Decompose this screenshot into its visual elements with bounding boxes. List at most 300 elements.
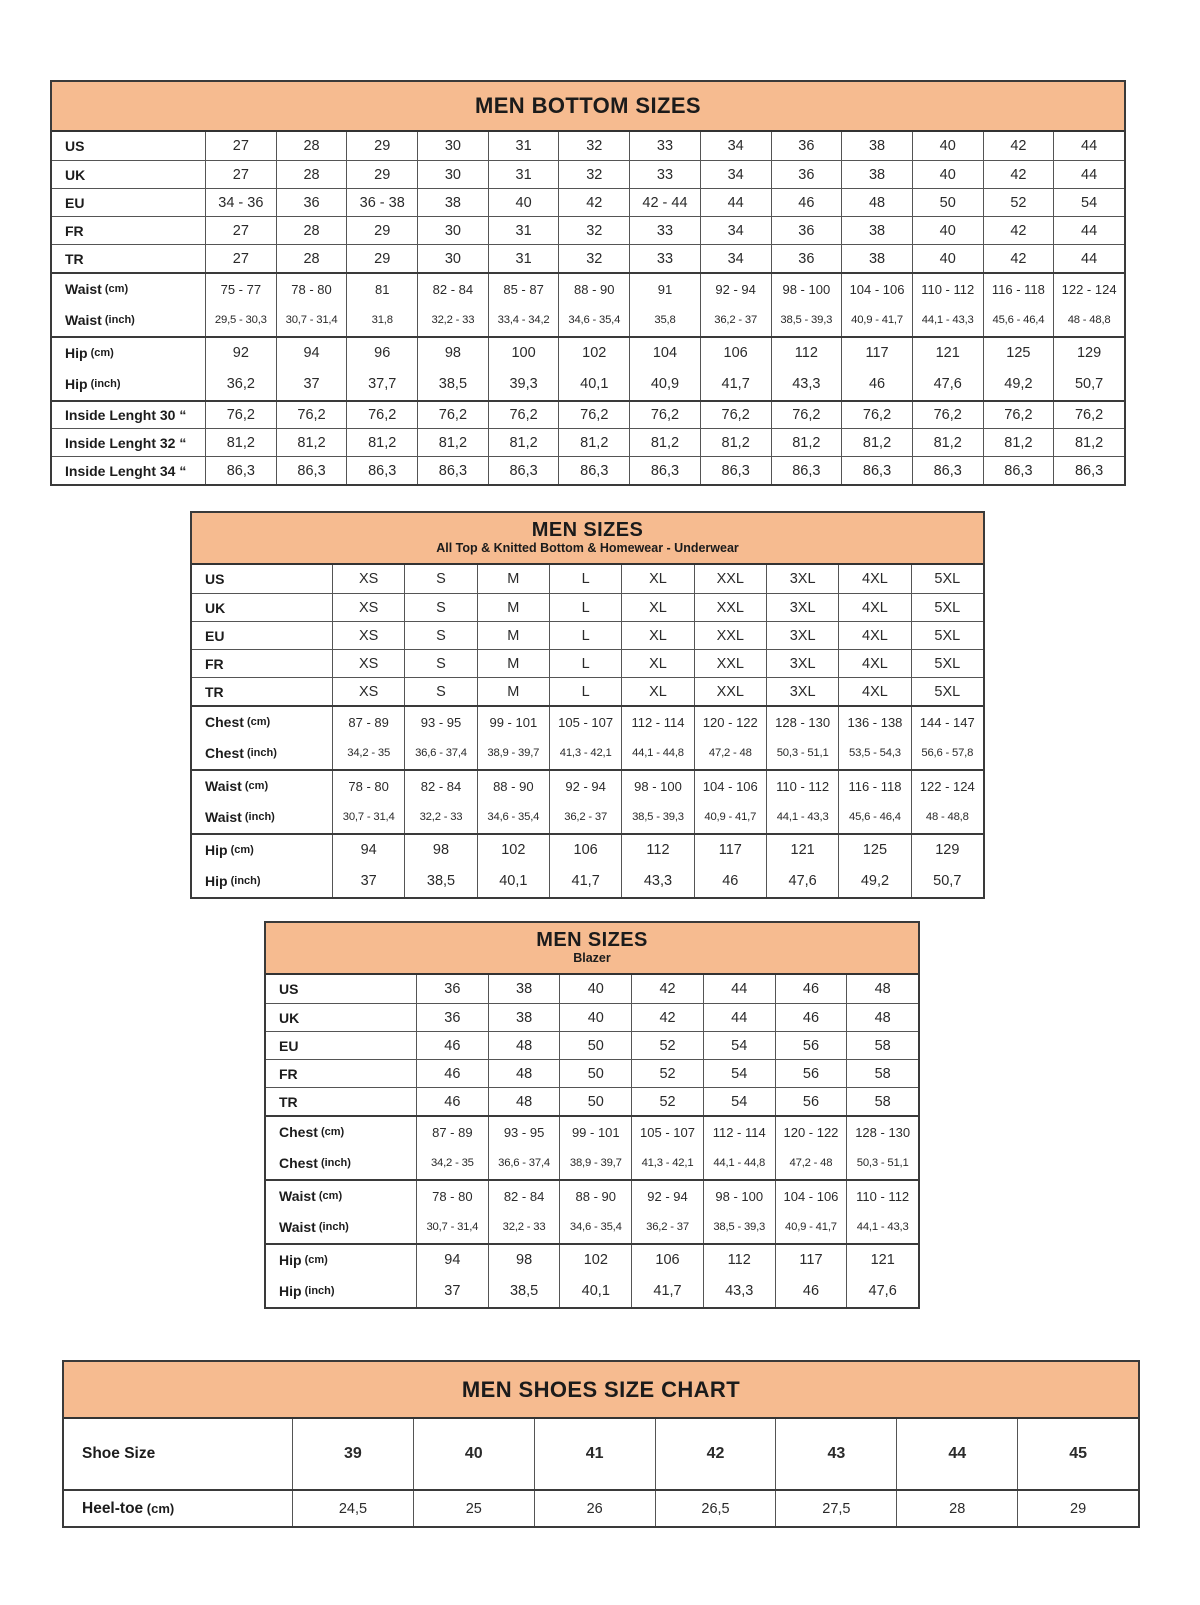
row-label xyxy=(192,622,332,649)
table-cell: 36,6 - 37,4 xyxy=(488,1147,560,1179)
table-cell: 27 xyxy=(205,132,276,160)
table-cell: 31,8 xyxy=(346,304,417,336)
table-cell: 42 xyxy=(558,189,629,216)
table-cell: 112 xyxy=(621,835,693,865)
table-cell: 81,2 xyxy=(841,429,912,456)
table-cell: 99 - 101 xyxy=(559,1117,631,1147)
table-cell: 40,9 - 41,7 xyxy=(841,304,912,336)
table-cell: 35,8 xyxy=(629,304,700,336)
table-row xyxy=(52,456,1124,484)
row-label xyxy=(266,1060,416,1087)
table-cell: 58 xyxy=(846,1060,918,1087)
men-sizes-top-header xyxy=(192,513,983,565)
table-cell: 3XL xyxy=(766,594,838,621)
table-cell: 33 xyxy=(629,161,700,188)
table-cell: 5XL xyxy=(911,594,983,621)
row-label-text: FR xyxy=(279,1065,298,1082)
row-label-unit: (inch) xyxy=(101,314,135,326)
table-cell: 43 xyxy=(775,1419,896,1489)
table-cell: 3XL xyxy=(766,565,838,593)
table-cell: 105 - 107 xyxy=(631,1117,703,1147)
table-cell: 86,3 xyxy=(346,457,417,484)
table-row xyxy=(192,677,983,705)
table-cell: 88 - 90 xyxy=(559,1181,631,1211)
table-cell: 33 xyxy=(629,132,700,160)
table-cell: 106 xyxy=(549,835,621,865)
table-row xyxy=(266,1147,918,1179)
row-label-text: Waist xyxy=(205,778,242,794)
table-cell: 125 xyxy=(983,338,1054,368)
table-cell: XXL xyxy=(694,650,766,677)
row-label-unit: (inch) xyxy=(87,378,121,390)
table-cell: 33 xyxy=(629,245,700,272)
table-cell: XXL xyxy=(694,594,766,621)
table-cell: 38,5 - 39,3 xyxy=(703,1211,775,1243)
table-cell: 52 xyxy=(983,189,1054,216)
row-label xyxy=(192,650,332,677)
table-cell: 76,2 xyxy=(983,402,1054,428)
table-cell: 27,5 xyxy=(775,1491,896,1526)
table-row xyxy=(192,865,983,897)
table-cell: L xyxy=(549,622,621,649)
table-cell: 106 xyxy=(631,1245,703,1275)
table-cell: 81,2 xyxy=(700,429,771,456)
row-label-text: Chest xyxy=(279,1124,318,1140)
table-cell: 85 - 87 xyxy=(488,274,559,304)
table-row xyxy=(52,132,1124,160)
row-label-unit: (inch) xyxy=(315,1221,349,1233)
table-cell: 42 - 44 xyxy=(629,189,700,216)
row-label-text: Chest xyxy=(205,745,244,761)
table-cell: XS xyxy=(332,565,404,593)
table-cell: 48 xyxy=(488,1032,560,1059)
table-cell: 52 xyxy=(631,1032,703,1059)
table-cell: 30,7 - 31,4 xyxy=(332,801,404,833)
row-label xyxy=(64,1491,292,1526)
row-label xyxy=(192,565,332,593)
men-sizes-blazer-table xyxy=(264,921,920,1309)
table-cell: 36 xyxy=(771,132,842,160)
table-cell: 25 xyxy=(413,1491,534,1526)
table-cell: 112 xyxy=(771,338,842,368)
table-cell: 76,2 xyxy=(700,402,771,428)
table-cell: 81,2 xyxy=(346,429,417,456)
table-cell: XS xyxy=(332,594,404,621)
table-cell: 50 xyxy=(559,1032,631,1059)
table-cell: M xyxy=(477,678,549,705)
row-label xyxy=(52,189,205,216)
table-cell: XXL xyxy=(694,678,766,705)
table-cell: 42 xyxy=(631,1004,703,1031)
table-cell: 40,9 xyxy=(629,368,700,400)
table-cell: 44,1 - 43,3 xyxy=(766,801,838,833)
table-cell: 81 xyxy=(346,274,417,304)
row-label xyxy=(192,771,332,801)
table-cell: 144 - 147 xyxy=(911,707,983,737)
table-cell: 48 xyxy=(846,1004,918,1031)
table-cell: 36 xyxy=(416,975,488,1003)
table-cell: 122 - 124 xyxy=(911,771,983,801)
table-cell: 28 xyxy=(276,245,347,272)
table-cell: 34,6 - 35,4 xyxy=(559,1211,631,1243)
row-label-unit: (cm) xyxy=(227,844,254,856)
table-cell: 112 - 114 xyxy=(703,1117,775,1147)
row-label xyxy=(52,368,205,400)
table-cell: 47,2 - 48 xyxy=(694,737,766,769)
table-cell: 86,3 xyxy=(558,457,629,484)
table-cell: 129 xyxy=(1053,338,1124,368)
row-label-text: Hip xyxy=(279,1252,302,1268)
table-body xyxy=(192,565,983,897)
table-cell: 48 xyxy=(488,1088,560,1115)
row-label xyxy=(52,161,205,188)
table-subtitle: All Top & Knitted Bottom & Homewear - Underwear xyxy=(436,541,739,556)
table-cell: 128 - 130 xyxy=(846,1117,918,1147)
table-cell: 86,3 xyxy=(841,457,912,484)
table-cell: 110 - 112 xyxy=(846,1181,918,1211)
table-row xyxy=(192,593,983,621)
table-cell: 94 xyxy=(332,835,404,865)
table-cell: 36 - 38 xyxy=(346,189,417,216)
table-row xyxy=(52,216,1124,244)
table-cell: 100 xyxy=(488,338,559,368)
row-label-unit: (inch) xyxy=(227,875,261,887)
table-cell: 125 xyxy=(838,835,910,865)
table-cell: 50 xyxy=(559,1088,631,1115)
table-cell: 34 xyxy=(700,132,771,160)
table-cell: 41,3 - 42,1 xyxy=(549,737,621,769)
men-bottom-sizes-header xyxy=(52,82,1124,132)
table-cell: 42 xyxy=(983,217,1054,244)
table-cell: 39,3 xyxy=(488,368,559,400)
table-cell: 34 xyxy=(700,217,771,244)
table-cell: 44,1 - 44,8 xyxy=(621,737,693,769)
row-label-unit: (cm) xyxy=(143,1501,175,1516)
table-row xyxy=(192,621,983,649)
table-cell: 31 xyxy=(488,245,559,272)
table-cell: 4XL xyxy=(838,650,910,677)
row-label-text: Waist xyxy=(205,809,242,825)
row-label-text: Inside Lenght 30 “ xyxy=(65,407,187,423)
table-cell: 76,2 xyxy=(205,402,276,428)
table-cell: 99 - 101 xyxy=(477,707,549,737)
table-cell: 117 xyxy=(841,338,912,368)
table-cell: 38 xyxy=(841,245,912,272)
table-cell: 92 - 94 xyxy=(631,1181,703,1211)
row-label-text: UK xyxy=(279,1009,300,1026)
table-cell: 76,2 xyxy=(488,402,559,428)
table-cell: 81,2 xyxy=(417,429,488,456)
table-cell: S xyxy=(404,650,476,677)
table-cell: 42 xyxy=(983,132,1054,160)
table-cell: 5XL xyxy=(911,622,983,649)
table-cell: 86,3 xyxy=(417,457,488,484)
table-cell: 88 - 90 xyxy=(558,274,629,304)
table-cell: 31 xyxy=(488,132,559,160)
table-cell: 28 xyxy=(276,132,347,160)
table-cell: 38,5 - 39,3 xyxy=(621,801,693,833)
table-row xyxy=(266,1275,918,1307)
table-cell: 117 xyxy=(694,835,766,865)
table-cell: 96 xyxy=(346,338,417,368)
table-cell: 128 - 130 xyxy=(766,707,838,737)
table-cell: 46 xyxy=(841,368,912,400)
table-body xyxy=(52,132,1124,484)
table-cell: 30 xyxy=(417,245,488,272)
table-cell: 41 xyxy=(534,1419,655,1489)
table-cell: 46 xyxy=(775,975,847,1003)
table-row xyxy=(266,1059,918,1087)
table-cell: 117 xyxy=(775,1245,847,1275)
table-cell: 34,6 - 35,4 xyxy=(558,304,629,336)
table-cell: 112 xyxy=(703,1245,775,1275)
row-label xyxy=(266,975,416,1003)
table-cell: 40,9 - 41,7 xyxy=(694,801,766,833)
men-shoes-size-chart-header xyxy=(64,1362,1138,1419)
table-cell: 45,6 - 46,4 xyxy=(983,304,1054,336)
table-cell: 106 xyxy=(700,338,771,368)
table-cell: 36 xyxy=(771,217,842,244)
table-cell: 50 xyxy=(559,1060,631,1087)
table-title: MEN SIZES xyxy=(536,929,648,952)
row-label xyxy=(266,1181,416,1211)
table-cell: 48 - 48,8 xyxy=(911,801,983,833)
row-label-unit: (cm) xyxy=(301,1254,328,1266)
table-cell: 36 xyxy=(416,1004,488,1031)
table-cell: 44 xyxy=(896,1419,1017,1489)
table-cell: 5XL xyxy=(911,650,983,677)
table-cell: 52 xyxy=(631,1088,703,1115)
table-row xyxy=(266,1115,918,1147)
table-cell: 86,3 xyxy=(912,457,983,484)
table-cell: XS xyxy=(332,622,404,649)
table-cell: 104 - 106 xyxy=(694,771,766,801)
table-cell: 78 - 80 xyxy=(416,1181,488,1211)
table-body xyxy=(266,975,918,1307)
table-cell: 78 - 80 xyxy=(276,274,347,304)
row-label xyxy=(266,1245,416,1275)
table-cell: 33,4 - 34,2 xyxy=(488,304,559,336)
row-label-text: EU xyxy=(205,627,225,644)
table-cell: 47,2 - 48 xyxy=(775,1147,847,1179)
table-cell: 28 xyxy=(276,161,347,188)
row-label xyxy=(52,217,205,244)
table-cell: 82 - 84 xyxy=(404,771,476,801)
table-cell: 102 xyxy=(558,338,629,368)
table-cell: 81,2 xyxy=(276,429,347,456)
table-cell: 27 xyxy=(205,161,276,188)
row-label xyxy=(266,1088,416,1115)
row-label-text: Chest xyxy=(205,714,244,730)
table-cell: 34 xyxy=(700,245,771,272)
table-cell: XL xyxy=(621,678,693,705)
table-cell: 42 xyxy=(983,245,1054,272)
table-cell: 86,3 xyxy=(488,457,559,484)
table-cell: 38,9 - 39,7 xyxy=(477,737,549,769)
table-cell: 44 xyxy=(1053,217,1124,244)
row-label-unit: (cm) xyxy=(317,1126,345,1138)
table-cell: 30,7 - 31,4 xyxy=(416,1211,488,1243)
table-cell: 29,5 - 30,3 xyxy=(205,304,276,336)
table-cell: 46 xyxy=(775,1275,847,1307)
table-cell: 4XL xyxy=(838,678,910,705)
table-row xyxy=(266,1031,918,1059)
table-cell: 32 xyxy=(558,161,629,188)
table-cell: 129 xyxy=(911,835,983,865)
table-cell: 44,1 - 43,3 xyxy=(912,304,983,336)
men-bottom-sizes-table xyxy=(50,80,1126,486)
row-label xyxy=(266,1004,416,1031)
men-sizes-top-table xyxy=(190,511,985,899)
table-cell: 40 xyxy=(912,245,983,272)
table-cell: S xyxy=(404,565,476,593)
table-row xyxy=(64,1489,1138,1526)
table-cell: 34 xyxy=(700,161,771,188)
row-label xyxy=(52,457,205,484)
table-cell: 54 xyxy=(703,1060,775,1087)
table-cell: 46 xyxy=(775,1004,847,1031)
table-cell: 50,7 xyxy=(911,865,983,897)
table-cell: 3XL xyxy=(766,650,838,677)
table-title: MEN SHOES SIZE CHART xyxy=(461,1376,741,1402)
table-cell: 86,3 xyxy=(983,457,1054,484)
table-cell: 56 xyxy=(775,1060,847,1087)
table-cell: 31 xyxy=(488,161,559,188)
table-cell: 49,2 xyxy=(983,368,1054,400)
table-cell: L xyxy=(549,594,621,621)
table-cell: 44,1 - 44,8 xyxy=(703,1147,775,1179)
table-cell: 44 xyxy=(703,1004,775,1031)
table-cell: 34,6 - 35,4 xyxy=(477,801,549,833)
table-cell: 46 xyxy=(694,865,766,897)
table-cell: 75 - 77 xyxy=(205,274,276,304)
table-cell: 46 xyxy=(416,1032,488,1059)
table-cell: 26 xyxy=(534,1491,655,1526)
table-cell: 38 xyxy=(488,975,560,1003)
table-cell: 3XL xyxy=(766,678,838,705)
table-cell: 76,2 xyxy=(841,402,912,428)
table-cell: XL xyxy=(621,650,693,677)
row-label xyxy=(52,304,205,336)
table-cell: 27 xyxy=(205,245,276,272)
table-row xyxy=(266,1179,918,1211)
table-cell: 104 - 106 xyxy=(841,274,912,304)
table-cell: 27 xyxy=(205,217,276,244)
table-cell: 36 xyxy=(771,245,842,272)
table-cell: 38 xyxy=(841,217,912,244)
row-label-text: TR xyxy=(279,1093,298,1110)
table-cell: 29 xyxy=(346,161,417,188)
table-row xyxy=(52,368,1124,400)
table-cell: L xyxy=(549,678,621,705)
table-cell: 56 xyxy=(775,1032,847,1059)
table-cell: 78 - 80 xyxy=(332,771,404,801)
table-cell: 36 xyxy=(771,161,842,188)
row-label xyxy=(266,1211,416,1243)
table-cell: 56,6 - 57,8 xyxy=(911,737,983,769)
row-label-text: US xyxy=(279,981,299,997)
table-cell: 41,7 xyxy=(700,368,771,400)
table-cell: 50,3 - 51,1 xyxy=(846,1147,918,1179)
row-label-text: Shoe Size xyxy=(82,1445,156,1462)
table-cell: 104 - 106 xyxy=(775,1181,847,1211)
table-subtitle: Blazer xyxy=(573,951,611,966)
men-shoes-size-chart-table xyxy=(62,1360,1140,1528)
table-cell: 47,6 xyxy=(912,368,983,400)
table-cell: M xyxy=(477,565,549,593)
table-cell: 58 xyxy=(846,1032,918,1059)
table-cell: XL xyxy=(621,565,693,593)
table-cell: 29 xyxy=(346,132,417,160)
table-cell: 30,7 - 31,4 xyxy=(276,304,347,336)
table-cell: 52 xyxy=(631,1060,703,1087)
table-cell: 86,3 xyxy=(629,457,700,484)
table-cell: 54 xyxy=(1053,189,1124,216)
table-cell: 110 - 112 xyxy=(912,274,983,304)
table-cell: 40,9 - 41,7 xyxy=(775,1211,847,1243)
table-cell: 29 xyxy=(1017,1491,1138,1526)
row-label-text: FR xyxy=(65,222,84,239)
table-cell: 46 xyxy=(416,1060,488,1087)
table-row xyxy=(266,1243,918,1275)
table-cell: 48 xyxy=(846,975,918,1003)
table-cell: 32,2 - 33 xyxy=(488,1211,560,1243)
table-cell: 32,2 - 33 xyxy=(417,304,488,336)
table-cell: 120 - 122 xyxy=(694,707,766,737)
table-row xyxy=(192,801,983,833)
row-label-text: UK xyxy=(65,166,86,183)
table-cell: 92 xyxy=(205,338,276,368)
table-cell: 47,6 xyxy=(766,865,838,897)
row-label-text: Hip xyxy=(65,376,88,392)
table-cell: 86,3 xyxy=(771,457,842,484)
table-cell: M xyxy=(477,650,549,677)
table-row xyxy=(192,565,983,593)
table-cell: 48 - 48,8 xyxy=(1053,304,1124,336)
table-row xyxy=(52,188,1124,216)
table-cell: 136 - 138 xyxy=(838,707,910,737)
table-cell: 40 xyxy=(413,1419,534,1489)
table-cell: 43,3 xyxy=(703,1275,775,1307)
table-cell: 40,1 xyxy=(559,1275,631,1307)
table-cell: 56 xyxy=(775,1088,847,1115)
table-cell: 81,2 xyxy=(1053,429,1124,456)
table-row xyxy=(266,1003,918,1031)
table-cell: 38,5 xyxy=(488,1275,560,1307)
table-cell: 45,6 - 46,4 xyxy=(838,801,910,833)
table-row xyxy=(52,272,1124,304)
table-cell: 34 - 36 xyxy=(205,189,276,216)
table-cell: 40 xyxy=(559,975,631,1003)
table-cell: 42 xyxy=(655,1419,776,1489)
table-cell: 121 xyxy=(766,835,838,865)
table-cell: 39 xyxy=(292,1419,413,1489)
table-cell: 43,3 xyxy=(621,865,693,897)
table-cell: 24,5 xyxy=(292,1491,413,1526)
table-cell: 82 - 84 xyxy=(417,274,488,304)
table-cell: 42 xyxy=(631,975,703,1003)
table-cell: 58 xyxy=(846,1088,918,1115)
table-cell: 44 xyxy=(1053,245,1124,272)
table-cell: XL xyxy=(621,622,693,649)
table-cell: 116 - 118 xyxy=(838,771,910,801)
table-cell: 81,2 xyxy=(912,429,983,456)
row-label-text: EU xyxy=(279,1037,299,1054)
row-label-text: US xyxy=(65,138,85,154)
table-cell: 40 xyxy=(559,1004,631,1031)
row-label xyxy=(52,245,205,272)
men-sizes-blazer-header xyxy=(266,923,918,975)
